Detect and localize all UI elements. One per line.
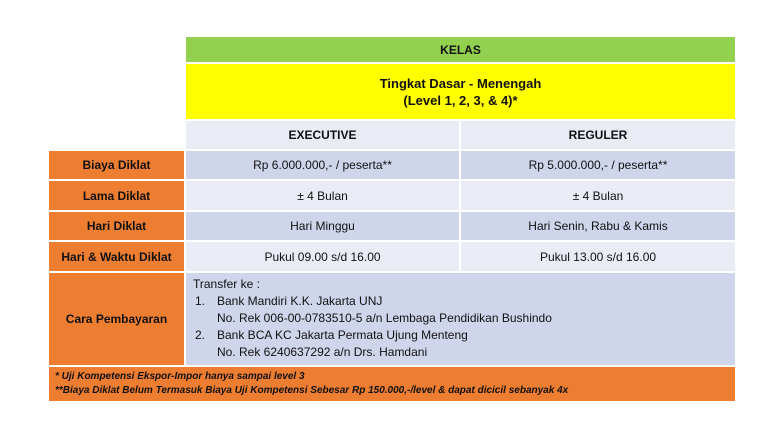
payment-item-2-line-1 <box>193 327 552 344</box>
cell-biaya-reguler <box>460 150 736 180</box>
cell-waktu-executive <box>185 241 460 272</box>
payment-item-2-line-2 <box>193 344 552 361</box>
row-label-text: Hari & Waktu Diklat <box>61 249 172 264</box>
footnotes <box>48 366 736 402</box>
row-label-biaya <box>48 150 185 180</box>
kelas-header <box>185 36 736 63</box>
payment-item-1-line-1 <box>193 293 552 310</box>
row-label-hari <box>48 211 185 241</box>
cell-text: Rp 5.000.000,- / peserta** <box>528 158 668 172</box>
cell-waktu-reguler <box>460 241 736 272</box>
payment-bank-name: Bank BCA KC Jakarta Permata Ujung Menteng <box>217 328 468 342</box>
cell-text: ± 4 Bulan <box>297 188 348 203</box>
tingkat-header <box>185 63 736 120</box>
cell-text: Hari Minggu <box>290 219 355 233</box>
cell-hari-reguler <box>460 211 736 241</box>
payment-item-number: 2. <box>195 328 206 342</box>
tingkat-line-1: Tingkat Dasar - Menengah <box>379 75 542 91</box>
row-label-text: Biaya Diklat <box>82 158 151 172</box>
row-label-lama <box>48 180 185 211</box>
footnote-1: * Uji Kompetensi Ekspor-Impor hanya sampai level 3 <box>55 371 305 382</box>
payment-item-1-line-2 <box>193 310 552 327</box>
footnote-2: **Biaya Diklat Belum Termasuk Biaya Uji Kompetensi Sebesar Rp 150.000,-/level & dapat dicicil sebanyak 4x <box>55 385 569 396</box>
payment-intro-text: Transfer ke : <box>193 277 260 291</box>
cell-hari-executive <box>185 211 460 241</box>
tingkat-line-2: (Level 1, 2, 3, & 4)* <box>403 92 518 108</box>
cell-text: Hari Senin, Rabu & Kamis <box>528 219 668 233</box>
row-label-text: Hari Diklat <box>86 219 147 233</box>
cell-text: ± 4 Bulan <box>572 188 624 203</box>
payment-details <box>185 272 736 366</box>
column-header-reguler-label: REGULER <box>568 128 628 142</box>
row-label-pembayaran <box>48 272 185 366</box>
cell-lama-reguler <box>460 180 736 211</box>
column-header-reguler <box>460 120 736 150</box>
column-header-executive <box>185 120 460 150</box>
payment-intro <box>193 276 552 293</box>
cell-text: Pukul 09.00 s/d 16.00 <box>264 249 381 264</box>
payment-account: No. Rek 6240637292 a/n Drs. Hamdani <box>217 345 428 359</box>
row-label-waktu <box>48 241 185 272</box>
payment-account: No. Rek 006-00-0783510-5 a/n Lembaga Pendidikan Bushindo <box>217 311 552 325</box>
payment-item-number: 1. <box>195 294 206 308</box>
row-label-text: Cara Pembayaran <box>65 312 168 326</box>
cell-text: Pukul 13.00 s/d 16.00 <box>539 249 657 264</box>
row-label-text: Lama Diklat <box>82 188 151 203</box>
cell-text: Rp 6.000.000,- / peserta** <box>253 158 392 172</box>
cell-lama-executive <box>185 180 460 211</box>
kelas-label: KELAS <box>440 42 481 57</box>
payment-bank-name: Bank Mandiri K.K. Jakarta UNJ <box>217 294 383 308</box>
cell-biaya-executive <box>185 150 460 180</box>
column-header-executive-label: EXECUTIVE <box>288 128 357 142</box>
